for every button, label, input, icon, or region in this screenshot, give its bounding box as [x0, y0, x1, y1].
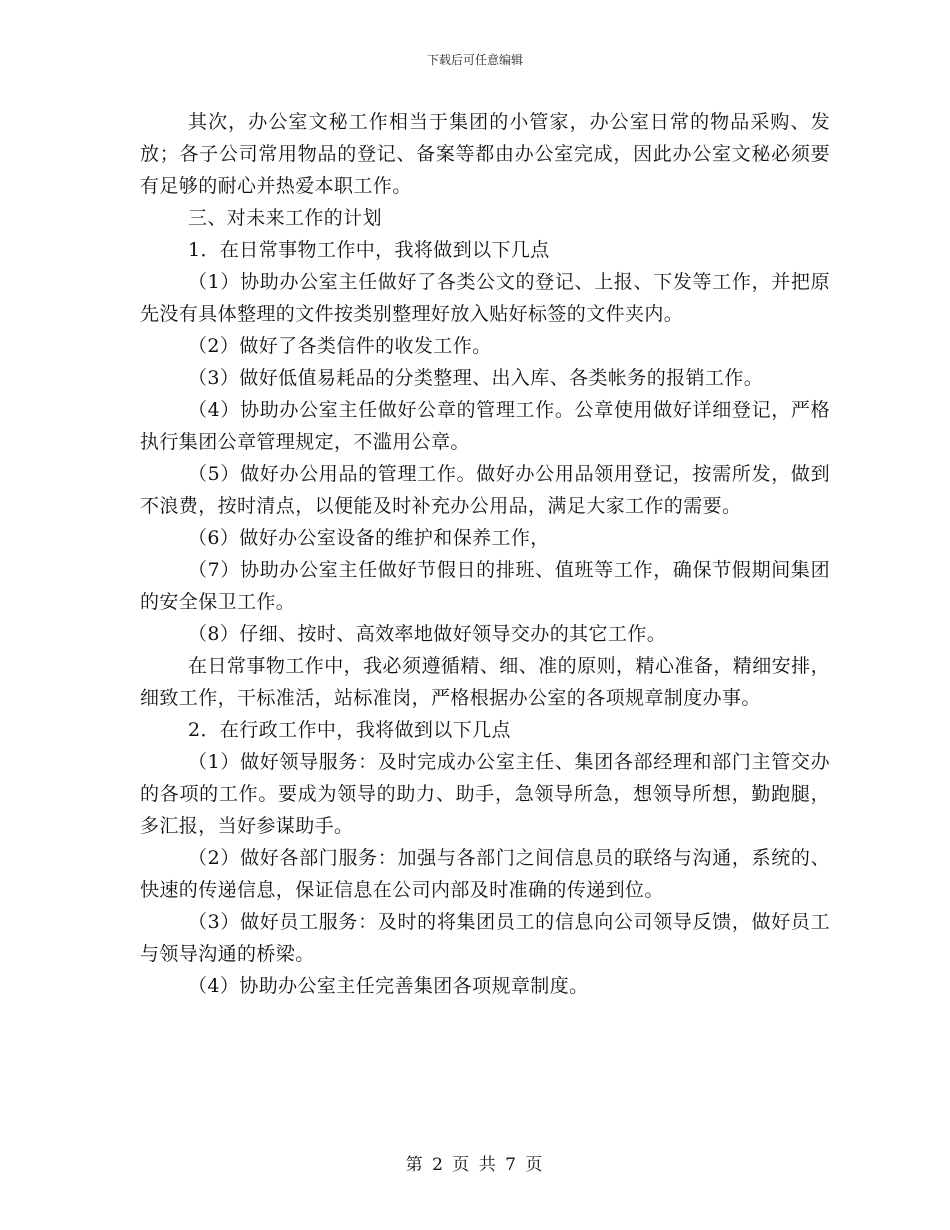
page-number: 第 2 页 共 7 页 [405, 1155, 545, 1175]
document-body [140, 106, 830, 1002]
subsection-heading: 1．在日常事物工作中，我将做到以下几点 [188, 239, 550, 261]
list-item: （4）协助办公室主任完善集团各项规章制度。 [188, 975, 589, 997]
paragraph: 在日常事物工作中，我必须遵循精、细、准的原则，精心准备，精细安排，细致工作，干标准活，站标准岗，严格根据办公室的各项规章制度办事。 [140, 655, 830, 709]
list-item: （5）做好办公用品的管理工作。做好办公用品领用登记，按需所发，做到不浪费，按时清点，以便能及时补充办公用品，满足大家工作的需要。 [140, 463, 830, 517]
list-item: （3）做好低值易耗品的分类整理、出入库、各类帐务的报销工作。 [188, 367, 764, 389]
list-item: （7）协助办公室主任做好节假日的排班、值班等工作，确保节假期间集团的安全保卫工作。 [140, 559, 830, 613]
list-item: （6）做好办公室设备的维护和保养工作， [188, 527, 550, 549]
list-item: （8）仔细、按时、高效率地做好领导交办的其它工作。 [188, 623, 667, 645]
list-item: （1）协助办公室主任做好了各类公文的登记、上报、下发等工作，并把原先没有具体整理的文件按类别整理好放入贴好标签的文件夹内。 [140, 271, 830, 325]
paragraph: 其次，办公室文秘工作相当于集团的小管家，办公室日常的物品采购、发放；各子公司常用物品的登记、备案等都由办公室完成，因此办公室文秘必须要有足够的耐心并热爱本职工作。 [140, 111, 830, 197]
list-item: （4）协助办公室主任做好公章的管理工作。公章使用做好详细登记，严格执行集团公章管理规定，不滥用公章。 [140, 399, 830, 453]
subsection-heading: 2．在行政工作中，我将做到以下几点 [188, 719, 511, 741]
list-item: （1）做好领导服务：及时完成办公室主任、集团各部经理和部门主管交办的各项的工作。要成为领导的助力、助手，急领导所急，想领导所想，勤跑腿，多汇报，当好参谋助手。 [140, 751, 830, 837]
list-item: （3）做好员工服务：及时的将集团员工的信息向公司领导反馈，做好员工与领导沟通的桥梁。 [140, 911, 830, 965]
page-header: 下载后可任意编辑 [426, 53, 523, 67]
list-item: （2）做好各部门服务：加强与各部门之间信息员的联络与沟通，系统的、快速的传递信息，保证信息在公司内部及时准确的传递到位。 [140, 847, 830, 901]
section-heading: 三、对未来工作的计划 [188, 207, 383, 229]
list-item: （2）做好了各类信件的收发工作。 [188, 335, 492, 357]
